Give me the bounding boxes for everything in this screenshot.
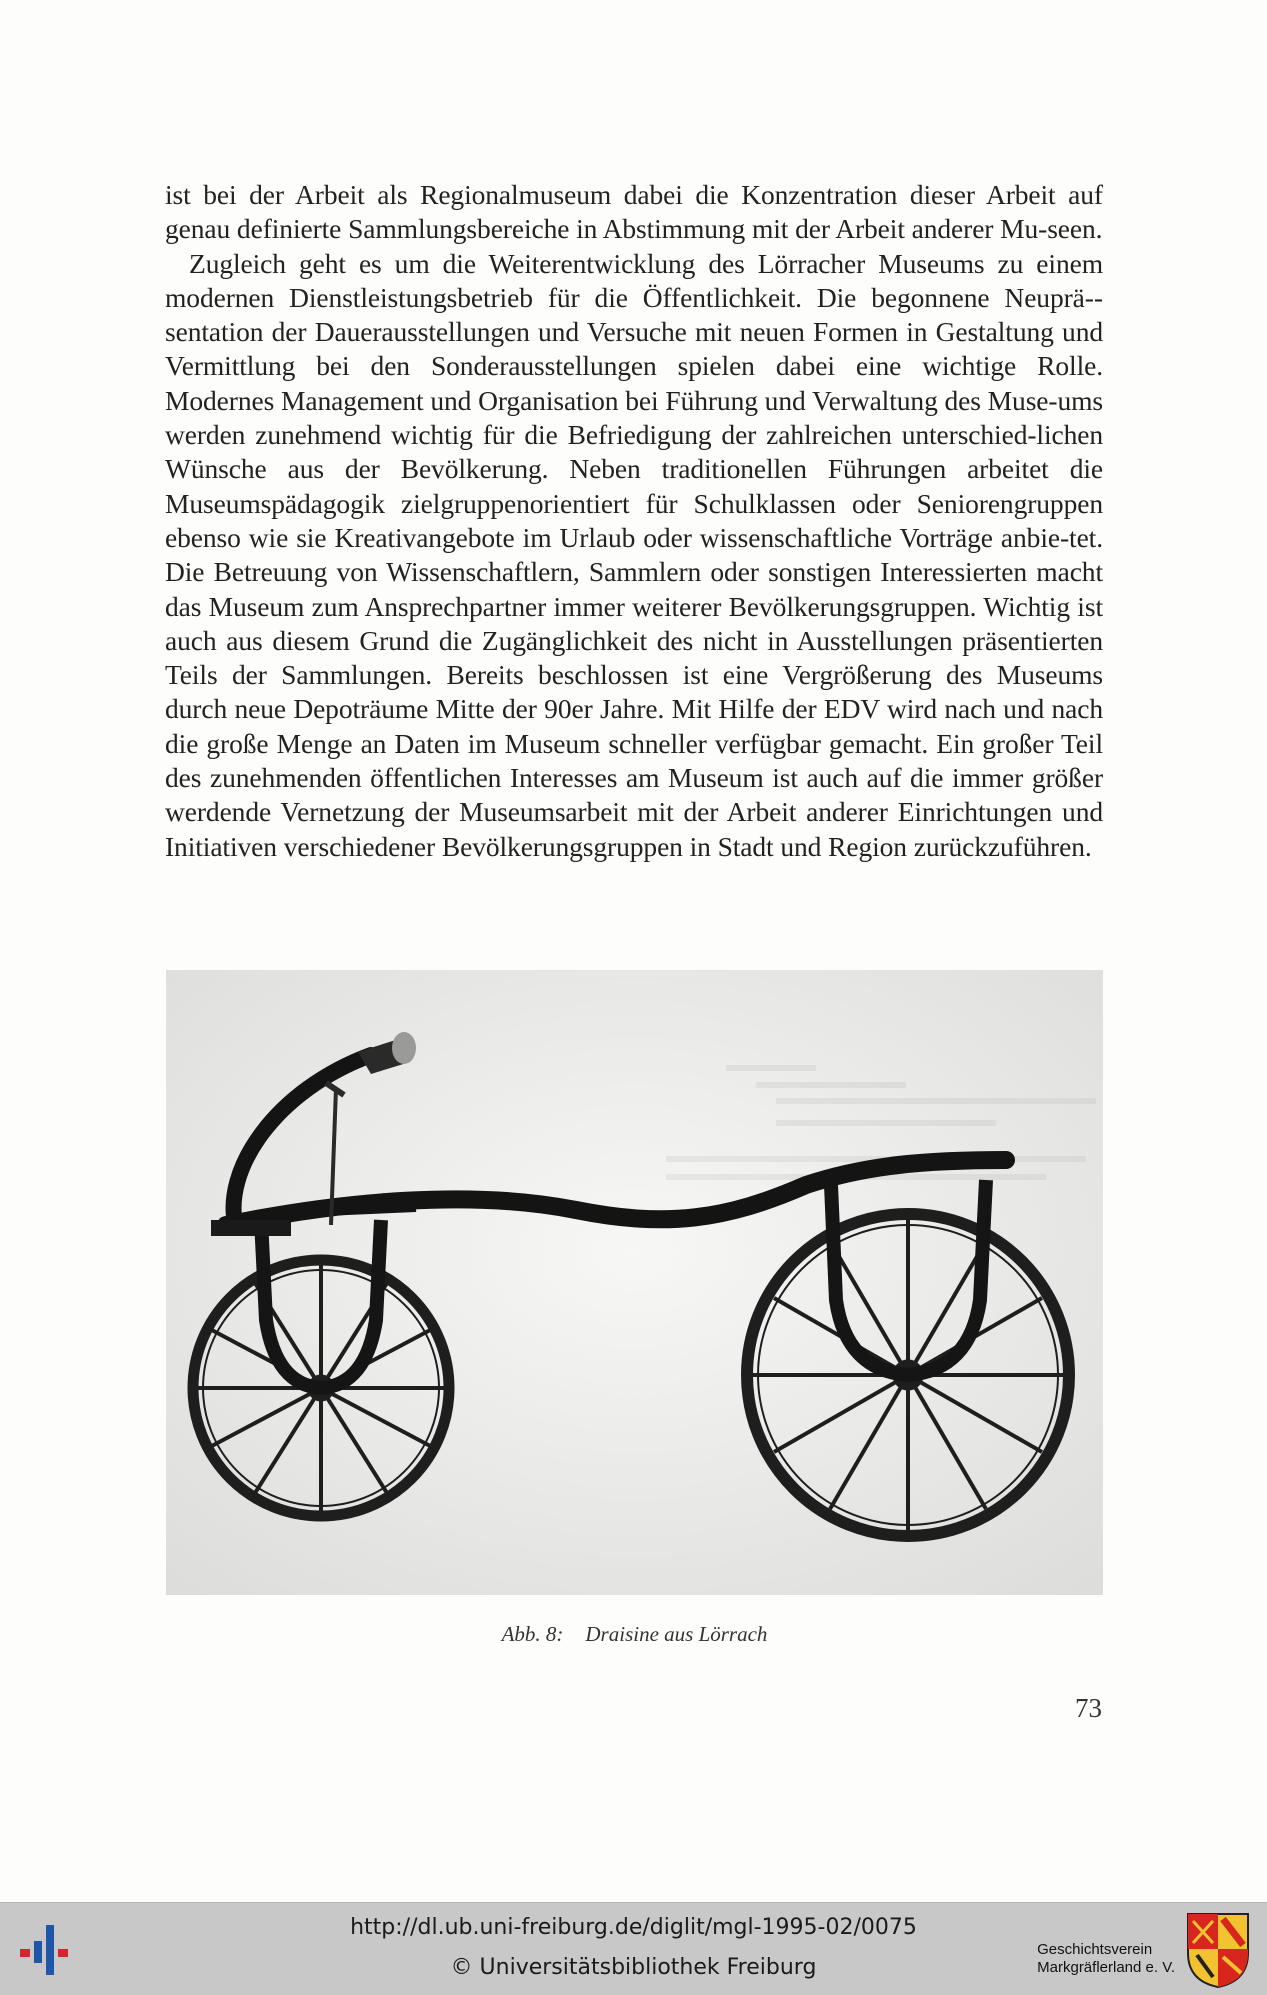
draisine-illustration — [166, 970, 1103, 1595]
figure-label: Abb. 8: — [501, 1622, 564, 1646]
footer-url — [0, 1915, 1267, 1940]
coat-of-arms-icon[interactable] — [1185, 1911, 1251, 1989]
copyright-link[interactable]: © Universitätsbibliothek Freiburg — [450, 1955, 817, 1980]
figure-caption-text: Draisine aus Lörrach — [585, 1622, 768, 1646]
figure-caption — [166, 1622, 1103, 1647]
permalink-link[interactable]: http://dl.ub.uni-freiburg.de/diglit/mgl-1995-02/0075 — [350, 1915, 917, 1940]
draisine-photo — [166, 970, 1103, 1595]
page-number: 73 — [1075, 1693, 1102, 1723]
paragraph-1: ist bei der Arbeit als Regionalmuseum dabei die Konzentration dieser Arbeit auf genau definierte Sammlungsbereiche in Abstimmung mit der Arbeit anderer Mu-seen. — [165, 179, 1103, 245]
paragraph-2: Zugleich geht es um die Weiterentwicklung des Lörracher Museums zu einem modernen Dienstleistungsbetrieb für die Öffentlichkeit. Die begonnene Neuprä-sentation der Dauerausstellungen und Versuche mit neuen Formen in Gestaltung und Vermittlung bei den Sonderausstellungen spielen dabei eine wichtige Rolle. Modernes Management und Organisation bei Führung und Verwaltung des Muse-ums werden zunehmend wichtig für die Befriedigung der zahlreichen unterschied-lichen Wünsche aus der Bevölkerung. Neben traditionellen Führungen arbeitet die Museumspädagogik zielgruppenorientiert für Schulklassen oder Seniorengruppen ebenso wie sie Kreativangebote im Urlaub oder wissenschaftliche Vorträge anbie-tet. Die Betreuung von Wissenschaftlern, Sammlern oder sonstigen Interessierten macht das Museum zum Ansprechpartner immer weiterer Bevölkerungsgruppen. Wichtig ist auch aus diesem Grund die Zugänglichkeit des nicht in Ausstellungen präsentierten Teils der Sammlungen. Bereits beschlossen ist eine Vergrößerung des Museums durch neue Depoträume Mitte der 90er Jahre. Mit Hilfe der EDV wird nach und nach die große Menge an Daten im Museum schneller verfügbar gemacht. Ein großer Teil des zunehmenden öffentlichen Interesses am Museum ist auch auf die immer größer werdende Vernetzung der Museumsarbeit mit der Arbeit anderer Einrichtungen und Initiativen verschiedener Bevölkerungsgruppen in Stadt und Region zurückzuführen. — [165, 247, 1103, 862]
society-line-2: Markgräflerland e. V. — [1037, 1959, 1175, 1976]
society-name — [1037, 1941, 1175, 1977]
body-text — [165, 178, 1103, 864]
society-line-1: Geschichtsverein — [1037, 1941, 1153, 1958]
footer-bar — [0, 1902, 1267, 1995]
